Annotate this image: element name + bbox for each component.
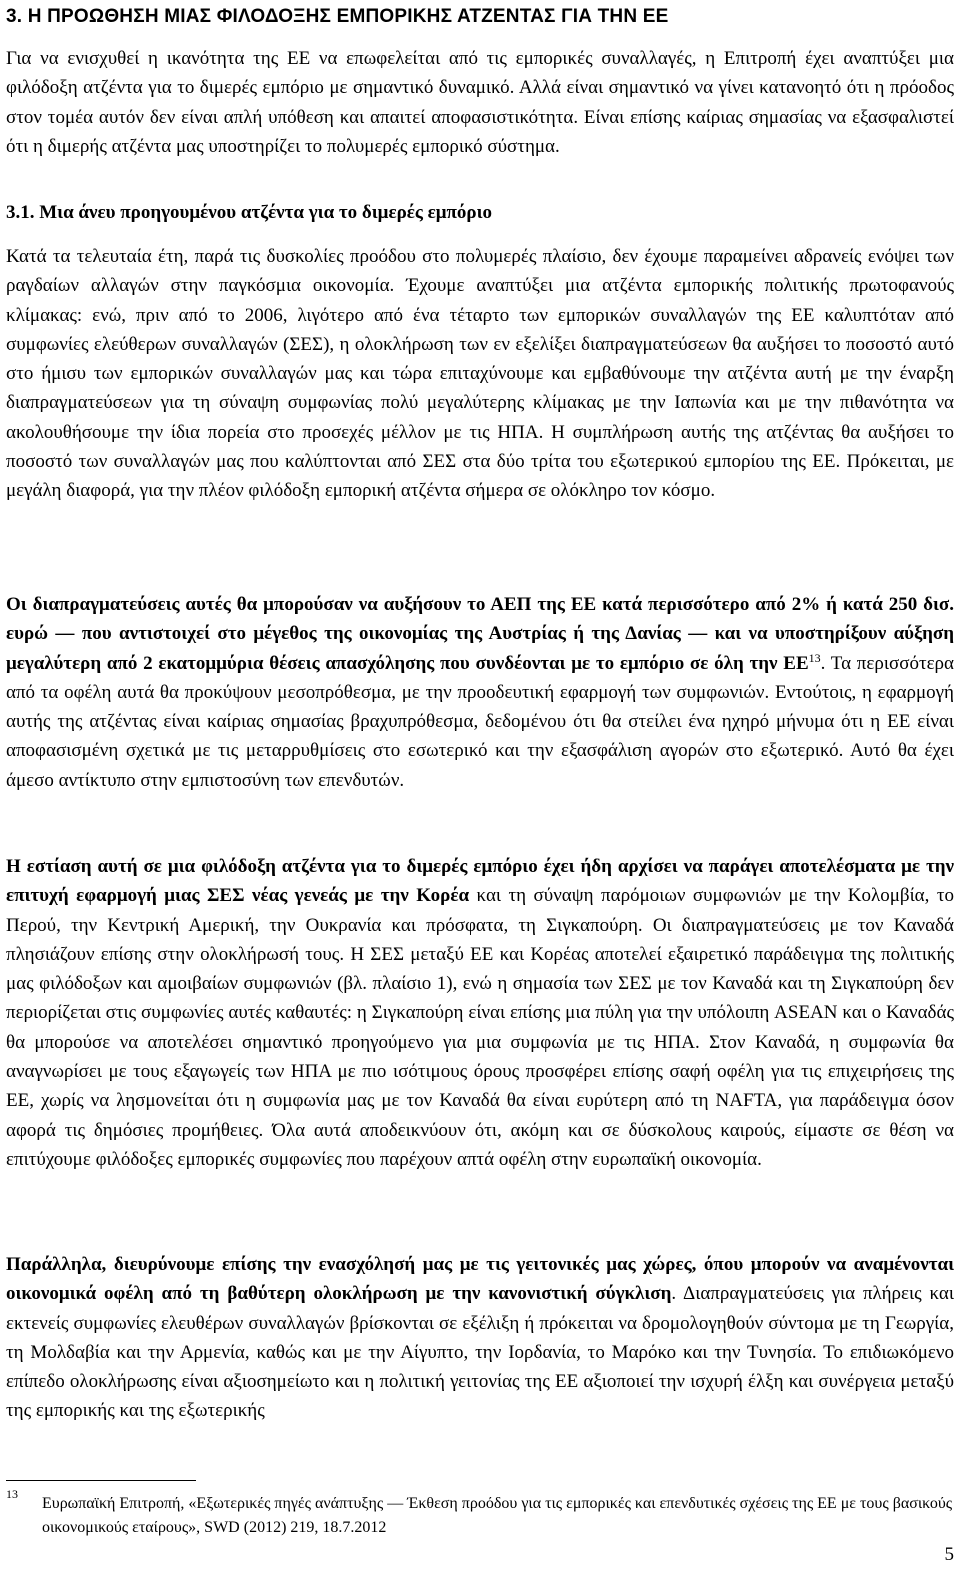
subsection-heading: 3.1. Μια άνευ προηγουμένου ατζέντα για το διμερές εμπόριο [6,202,492,223]
paragraph-bilateral-agenda: Κατά τα τελευταία έτη, παρά τις δυσκολίες προόδου στο πολυμερές πλαίσιο, δεν έχουμε παραμείνει αδρανείς ενόψει των ραγδαίων αλλαγών στην παγκόσμια οικονομία. Έχουμε αναπτύξει μια ατζέντα εμπορικής πολιτικής πρωτοφανούς κλίμακας: ενώ, πριν από το 2006, λιγότερο από ένα τέταρτο των εμπορικών συναλλαγών της ΕΕ καλυπτόταν από συμφωνίες ελεύθερων συναλλαγών (ΣΕΣ), η ολοκλήρωση των εν εξελίξει διαπραγματεύσεων θα αυξήσει το ποσοστό αυτό στο ήμισυ των εμπορικών συναλλαγών μας και τώρα επιταχύνουμε και εμβαθύνουμε την ατζέντα αυτή με την έναρξη διαπραγματεύσεων για τη σύναψη συμφωνίας πολύ μεγαλύτερης κλίμακας με την Ιαπωνία και με την πιθανότητα να ακολουθήσουμε την ίδια πορεία στο προσεχές μέλλον με τις ΗΠΑ. Η συμπλήρωση αυτής της ατζέντας θα αυξήσει το ποσοστό των συναλλαγών μας που καλύπτονται από ΣΕΣ στα δύο τρίτα του εξωτερικού εμπορίου της ΕΕ. Πρόκειται, με μεγάλη διαφορά, για την πλέον φιλόδοξη εμπορική ατζέντα σήμερα σε ολόκληρο τον κόσμο. [6,246,954,502]
paragraph-gdp-impact-rest: . Τα περισσότερα από τα οφέλη αυτά θα προκύψουν μεσοπρόθεσμα, με την προοδευτική εφαρμογή των συμφωνιών. Εντούτοις, η εφαρμογή αυτής της ατζέντας είναι καίριας σημασίας βραχυπρόθεσμα, δεδομένου ότι θα στείλει ένα ηχηρό μήνυμα ότι η ΕΕ είναι αποφασισμένη σχετικά με τις μεταρρυθμίσεις στο εσωτερικό και την εξασφάλιση αγορών στο εξωτερικό. Αυτό θα έχει άμεσο αντίκτυπο στην εμπιστοσύνη των επενδυτών. [6,652,954,791]
intro-paragraph: Για να ενισχυθεί η ικανότητα της ΕΕ να επωφελείται από τις εμπορικές συναλλαγές, η Επιτροπή έχει αναπτύξει μια φιλόδοξη ατζέντα για το διμερές εμπόριο με σημαντικό δυναμικό. Αλλά είναι σημαντικό να γίνει κατανοητό ότι η πρόοδος στον τομέα αυτόν δεν είναι απλή υπόθεση και απαιτεί αποφασιστικότητα. Είναι επίσης καίριας σημασίας να εξασφαλιστεί ότι η διμερής ατζέντα μας υποστηρίζει το πολυμερές εμπορικό σύστημα. [6,48,954,157]
page-number: 5 [944,1544,954,1565]
paragraph-gdp-impact-bold: Οι διαπραγματεύσεις αυτές θα μπορούσαν να αυξήσουν το ΑΕΠ της ΕΕ κατά περισσότερο από 2% ή κατά 250 δισ. ευρώ — που αντιστοιχεί στο μέγεθος της οικονομίας της Αυστρίας ή της Δανίας — και να υποστηρίξουν αύξηση μεγαλύτερη από 2 εκατομμύρια θέσεις απασχόλησης που συνδέονται με το εμπόριο σε όλη την ΕΕ [6,594,954,674]
footnote-reference[interactable]: 13 [808,650,821,665]
paragraph-korea-fta [6,852,954,1174]
paragraph-gdp-impact [6,590,954,795]
footnote-number: 13 [6,1487,18,1501]
paragraph-neighbourhood-rest: . Διαπραγματεύσεις για πλήρεις και εκτενείς συμφωνίες ελευθέρων συναλλαγών βρίσκονται σε εξέλιξη ή πρόκειται να δρομολογηθούν σύντομα με τη Γεωργία, τη Μολδαβία και την Αρμενία, καθώς και με την Αίγυπτο, την Ιορδανία, το Μαρόκο και την Τυνησία. Το επιδιωκόμενο επίπεδο ολοκλήρωσης είναι αξιοσημείωτο και η πολιτική γειτονίας της ΕΕ αξιοποιεί την ισχυρή έλξη και συνέργεια μεταξύ της εμπορικής και της εξωτερικής [6,1283,954,1422]
footnote-separator [6,1480,196,1481]
document-page [6,0,954,1576]
section-heading: 3. Η ΠΡΟΩΘΗΣΗ ΜΙΑΣ ΦΙΛΟΔΟΞΗΣ ΕΜΠΟΡΙΚΗΣ ΑΤΖΕΝΤΑΣ ΓΙΑ ΤΗΝ ΕΕ [6,6,669,27]
paragraph-neighbourhood-bold: Παράλληλα, διευρύνουμε επίσης την ενασχόλησή μας με τις γειτονικές μας χώρες, όπου μπορούν να αναμένονται οικονομικά οφέλη από τη βαθύτερη ολοκλήρωση με την κανονιστική σύγκλιση [6,1254,954,1305]
paragraph-korea-fta-rest: και τη σύναψη παρόμοιων συμφωνιών με την Κολομβία, το Περού, την Κεντρική Αμερική, την Ουκρανία και πρόσφατα, τη Σιγκαπούρη. Οι διαπραγματεύσεις με τον Καναδά πλησιάζουν επίσης στην ολοκλήρωσή τους. Η ΣΕΣ μεταξύ ΕΕ και Κορέας αποτελεί εξαιρετικό παράδειγμα της πολιτικής μας φιλόδοξων και αμοιβαίων συμφωνιών (βλ. πλαίσιο 1), ενώ η σημασία των ΣΕΣ με τον Καναδά και τη Σιγκαπούρη δεν περιορίζεται στις συμφωνίες αυτές καθαυτές: η Σιγκαπούρη είναι επίσης μια πύλη για την υπόλοιπη ASEAN και ο Καναδάς θα μπορούσε να αποτελέσει σημαντικό προηγούμενο για μια συμφωνία με τις ΗΠΑ. Στον Καναδά, η συμφωνία θα αναγνωρίσει με τους εξαγωγείς των ΗΠΑ με πιο ισότιμους όρους προσφέρει επίσης σαφή οφέλη για τις επιχειρήσεις της ΕΕ, χωρίς να λησμονείται ότι η συμφωνία μας με τον Καναδά θα είναι ευρύτερη από τη NAFTA, για παράδειγμα όσον αφορά τις δημόσιες προμήθειες. Όλα αυτά αποδεικνύουν ότι, ακόμη και σε δύσκολους καιρούς, είμαστε σε θέση να επιτύχουμε φιλόδοξες εμπορικές συμφωνίες που παρέχουν απτά οφέλη στην ευρωπαϊκή οικονομία. [6,885,954,1170]
footnote-text: Ευρωπαϊκή Επιτροπή, «Εξωτερικές πηγές ανάπτυξης — Έκθεση προόδου για τις εμπορικές και επενδυτικές σχέσεις της ΕΕ με τους βασικούς οικονομικούς εταίρους», SWD (2012) 219, 18.7.2012 [42,1495,953,1536]
paragraph-neighbourhood [6,1250,954,1426]
paragraph-korea-fta-bold: Η εστίαση αυτή σε μια φιλόδοξη ατζέντα για το διμερές εμπόριο έχει ήδη αρχίσει να παράγει αποτελέσματα με την επιτυχή εφαρμογή μιας ΣΕΣ νέας γενεάς με την Κορέα [6,856,954,907]
